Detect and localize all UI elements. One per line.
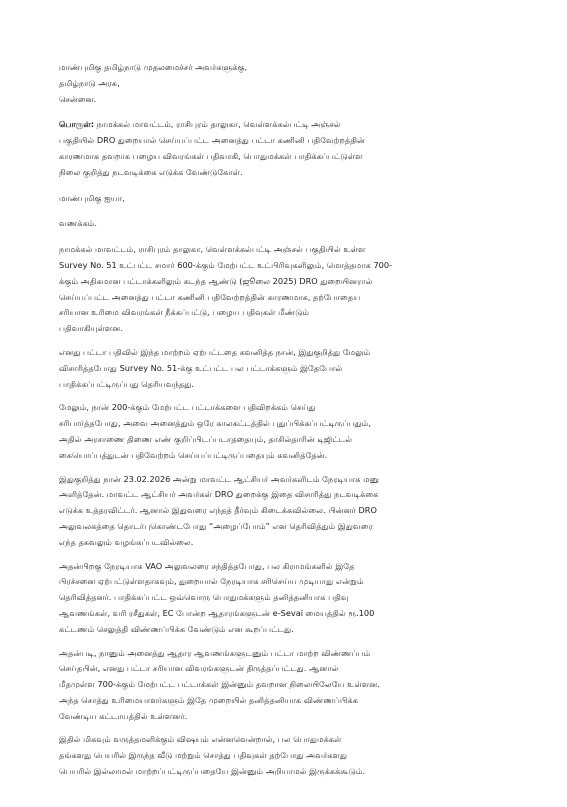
paragraph-line: வேண்டிய கட்டாயத்தில் உள்ளனர். <box>59 710 188 721</box>
paragraph-line: க்கும் அதிகமான பட்டாக்களிலும் கடந்த ஆண்டு (ஜூலை 2025) DRO துறையினரால் <box>59 275 373 286</box>
paragraph-line: அதன்படி, நானும் அனைத்து ஆதார ஆவணங்களுடனும் பட்டா மாற்ற விண்ணப்பம் <box>59 647 371 658</box>
subject-line: காரணமாக தவறாக பழைய விவரங்கள் பதிவாகி, பொதுமக்கள் பாதிக்கப்பட்டுள்ள <box>59 150 363 161</box>
subject-block <box>59 117 521 180</box>
paragraph-line: எடுக்க உத்தரவிட்டர். ஆனால் இதுவரை எந்தத் தீர்வும் கிடைக்கவில்லை. பின்னர் DRO <box>59 505 377 516</box>
paragraph-line: விசாரித்தபோது Survey No. 51-க்கு உட்பட்ட பல பட்டாக்களும் இதேபோல் <box>59 362 343 373</box>
letter-body <box>59 60 521 780</box>
paragraph-line: சரியான உரிமை விவரங்கள் நீக்கப்பட்டு, பழைய பதிவுகள் மீண்டும் <box>59 307 310 318</box>
paragraph <box>59 732 521 779</box>
subject-text: நாமக்கல் மாவட்டம், ராசிபுரம் தாலுகா, வெள்ளக்கல்பட்டி அஞ்சல் <box>94 119 341 130</box>
paragraph <box>59 242 521 337</box>
paragraph-line: அளித்தேன். மாவட்ட ஆட்சியர் அவர்கள் DRO துறைக்கு இதை விசாரித்து நடவடிக்கை <box>59 489 379 500</box>
paragraph-line: எனது பட்டா பதிவில் இந்த மாற்றம் ஏற்பட்டதை கவனித்த நான், இதுகுறித்து மேலும் <box>59 346 371 357</box>
paragraph-line: இதில் மிகவும் வருத்தமளிக்கும் விஷயம் என்னவென்றால், பல பொதுமக்கள் <box>59 734 342 745</box>
paragraph-line: கட்டணம் செலுத்தி விண்ணப்பிக்க வேண்டும் என கூறப்பட்டது. <box>59 623 294 634</box>
greeting: வணக்கம். <box>59 218 97 229</box>
paragraph-line: Survey No. 51 உட்பட்ட சமார் 600-க்கும் மேற்பட்ட உட்பிரிவுகளிலும், மொத்தமாக 700- <box>59 259 393 270</box>
subject-label: பொருள்: <box>59 119 94 130</box>
paragraph-line: செய்யப்பட்ட அனைத்து பட்டா கணினி பதிவேற்றத்தின் காரணமாக, தற்போதைய <box>59 291 361 302</box>
paragraph-line: அதன்பிறகு நேரடியாக VAO அலுவலரை சந்தித்தபோது, பல கிராமங்களில் இதே <box>59 560 355 571</box>
paragraph-line: தங்களது பெயரில் இருந்த வீடு மற்றும் சொத்து பதிவுகள் தற்போது அவர்களது <box>59 750 348 761</box>
paragraph-line: சரிபார்த்தபோது, அவை அனைத்தும் ஒரே காலகட்டத்தில் புதுப்பிக்கப்பட்டிருப்பதும், <box>59 418 371 429</box>
paragraph-line: செய்தபின், எனது பட்டா சரியான விவரங்களுடன் திருத்தப்பட்டது. ஆனால் <box>59 663 339 674</box>
paragraph-line: பதிவாகியுள்ளன. <box>59 323 123 334</box>
paragraph-line: மேலும், நான் 200-க்கும் மேற்பட்ட பட்டாக்களை பதிவிறக்கம் செய்து <box>59 402 316 413</box>
paragraph-line: பிரச்சனை ஏற்பட்டுள்ளதாகவும், துறையால் நேரடியாக சரிசெய்ய முடியாது என்றும் <box>59 576 364 587</box>
paragraph-line: தெரிவித்தனர். பாதிக்கப்பட்ட ஒவ்வொரு பொதுமக்களும் தனித்தனியாக பதிவு <box>59 592 349 603</box>
paragraph-line: கையொப்பத்துடன் பதிவேற்றம் செய்யப்பட்டிருப்பதையும் கவனித்தேன். <box>59 449 328 460</box>
paragraph-line: இதுகுறித்து நான் 23.02.2026 அன்று மாவட்ட ஆட்சியர் அவர்களிடம் நேரடியாக மனு <box>59 473 380 484</box>
paragraph <box>59 400 521 463</box>
paragraph-line: பாதிக்கப்பட்டிருப்பது தெரியவந்தது. <box>59 378 194 389</box>
subject-line: பகுதியில் DRO துறையால் செய்யப்பட்ட அனைத்து பட்டா கணினி பதிவேற்றத்தின் <box>59 135 365 146</box>
paragraph-line: அலுவலகத்தை தொடர்புகொண்டபோது “அழைப்போம்” என தெரிவித்தும் இதுவரை <box>59 520 373 531</box>
paragraph-line: ஆவணங்கள், வரி ரசீதுகள், EC போன்ற ஆதாரங்களுடன் e-Sevai மையத்தில் ரூ.100 <box>59 607 375 618</box>
paragraph <box>59 559 521 638</box>
salutation: மாண்புமிகு ஐயா, <box>59 192 125 203</box>
subject-first-line <box>59 117 521 133</box>
paragraph <box>59 345 521 392</box>
address-line: சென்னை. <box>59 93 97 104</box>
paragraph-line: அந்த சொத்து உரிமையாளர்களும் இதே முறையில் தனித்தனியாக விண்ணப்பிக்க <box>59 694 358 705</box>
paragraph-line: பெயரில் இல்லாமல் மாற்றப்பட்டிருப்பதையே இன்னும் அறியாமல் இருக்கக்கூடும். <box>59 766 366 777</box>
paragraph <box>59 472 521 551</box>
recipient-address <box>59 60 521 107</box>
paragraph-line: நாமக்கல் மாவட்டம், ராசிபுரம் தாலுகா, வெள்ளக்கல்பட்டி அஞ்சல் பகுதியில் உள்ள <box>59 244 366 255</box>
paragraph <box>59 646 521 725</box>
address-line: மாண்புமிகு தமிழ்நாடு முதலமைச்சர் அவர்களுக்கு, <box>59 62 248 72</box>
paragraph-line: அதில் அரசாணை திணை எண் குறிப்பிடப்படாததையும், தாசில்தாரின் டிஜிட்டல் <box>59 433 353 444</box>
subject-line: நிலை குறித்து நடவடிக்கை எடுக்க வேண்டுகோள். <box>59 166 243 177</box>
paragraph-line: மீதமுள்ள 700-க்கும் மேற்பட்ட பட்டாக்கள் இன்னும் தவறான நிலையிலேயே உள்ளன. <box>59 679 380 690</box>
address-line: தமிழ்நாடு அரசு, <box>59 77 120 88</box>
paragraph-line: எந்த தகவலும் வழங்கப்படவில்லை. <box>59 536 194 547</box>
